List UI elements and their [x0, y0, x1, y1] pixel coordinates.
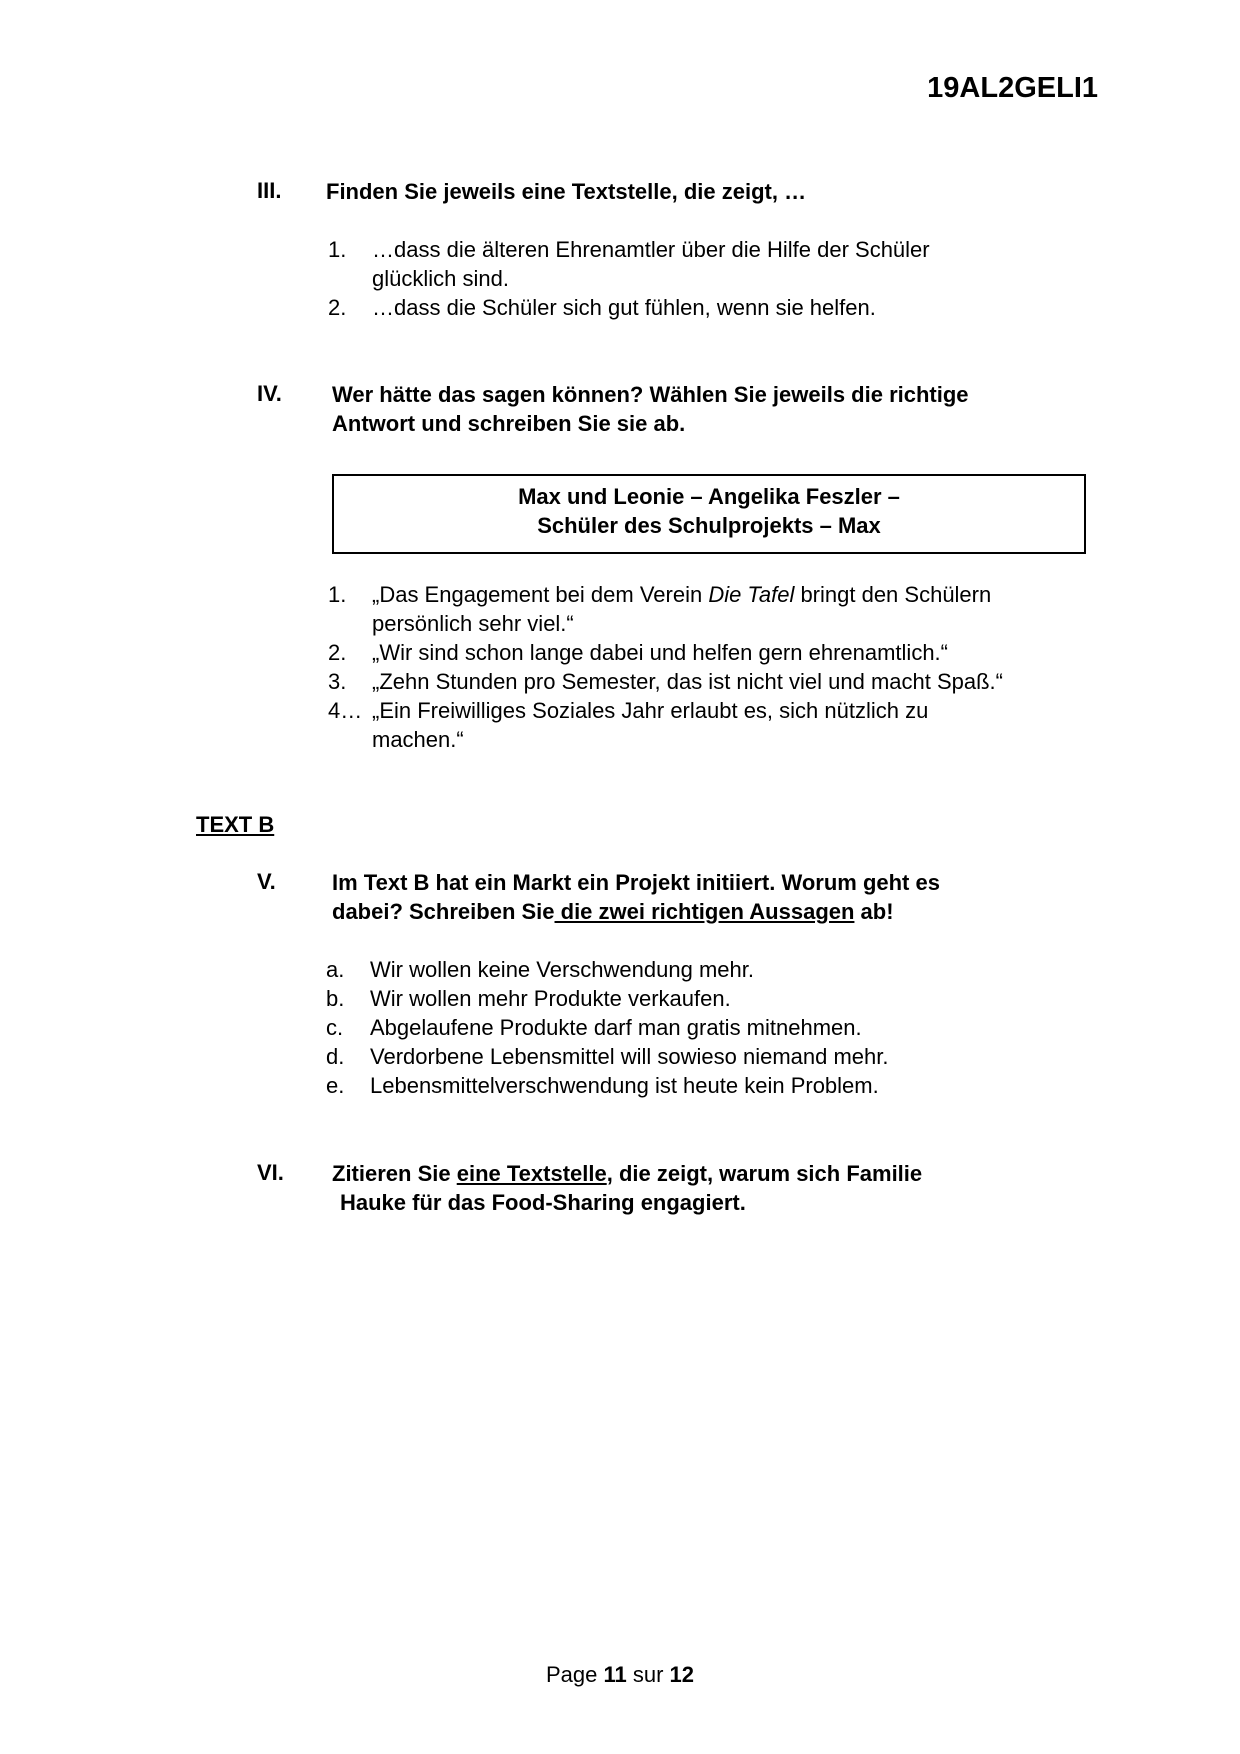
section-3-number: III.	[257, 178, 282, 203]
list-item: a. Wir wollen keine Verschwendung mehr.	[326, 957, 754, 982]
section-4-number: IV.	[257, 381, 282, 406]
list-item: 4… „Ein Freiwilliges Soziales Jahr erlaubt es, sich nützlich zu machen.“	[328, 698, 929, 752]
list-item: 1. „Das Engagement bei dem Verein Die Tafel bringt den Schülern persönlich sehr viel.“	[328, 582, 992, 636]
section-3-list	[328, 235, 1088, 322]
section-3-heading: Finden Sie jeweils eine Textstelle, die zeigt, …	[326, 179, 807, 204]
document-code: 19AL2GELI1	[927, 72, 1098, 104]
list-item: d. Verdorbene Lebensmittel will sowieso niemand mehr.	[326, 1044, 889, 1069]
list-item: 2. …dass die Schüler sich gut fühlen, wenn sie helfen.	[328, 295, 876, 320]
section-4-list	[328, 580, 1128, 754]
list-item: b. Wir wollen mehr Produkte verkaufen.	[326, 986, 731, 1011]
list-item: c. Abgelaufene Produkte darf man gratis mitnehmen.	[326, 1015, 862, 1040]
text-b-label: TEXT B	[196, 812, 275, 837]
list-item: e. Lebensmittelverschwendung ist heute kein Problem.	[326, 1073, 879, 1098]
section-5-list	[326, 955, 1086, 1100]
list-item: 3. „Zehn Stunden pro Semester, das ist nicht viel und macht Spaß.“	[328, 669, 1003, 694]
current-page-number: 11	[603, 1662, 627, 1687]
answer-options-box: Max und Leonie – Angelika Feszler – Schüler des Schulprojekts – Max	[332, 474, 1086, 554]
list-item: 1. …dass die älteren Ehrenamtler über die Hilfe der Schüler glücklich sind.	[328, 237, 930, 291]
section-6-heading: Zitieren Sie eine Textstelle, die zeigt, warum sich Familie Hauke für das Food-Sharing engagiert.	[332, 1161, 923, 1215]
section-5-heading: Im Text B hat ein Markt ein Projekt initiiert. Worum geht es dabei? Schreiben Sie die zwei richtigen Aussagen ab!	[332, 870, 940, 924]
total-pages-number: 12	[669, 1662, 695, 1687]
section-5-number: V.	[257, 869, 276, 894]
section-4-heading: Wer hätte das sagen können? Wählen Sie jeweils die richtige Antwort und schreiben Sie sie ab.	[332, 382, 969, 436]
page-footer: Page 11 sur 12	[545, 1662, 695, 1687]
list-item: 2. „Wir sind schon lange dabei und helfen gern ehrenamtlich.“	[328, 640, 948, 665]
section-6-number: VI.	[257, 1160, 284, 1185]
